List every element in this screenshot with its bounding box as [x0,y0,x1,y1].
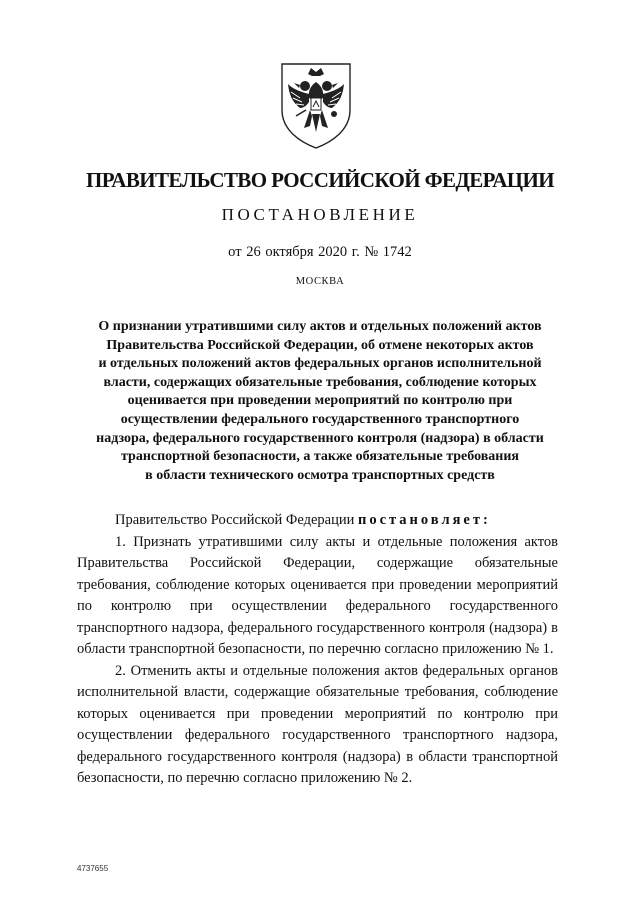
resolution-title [60,318,580,485]
clause-1: 1. Признать утратившими силу акты и отдельные положения актов Правительства Российской Федерации, содержащие обязательные требования, соблюдение которых оценивается при проведении мероприятий по контролю при осуществлении федерального государственного транспортного надзора, федерального государственного контроля (надзора) в области транспортной безопасности, по перечню согласно приложению № 1. [77,533,558,657]
resolution-title-line: оценивается при проведении мероприятий по контролю при [127,393,513,409]
resolution-title-line: О признании утратившими силу актов и отдельных положений актов [98,319,542,334]
resolution-title-line: надзора, федерального государственного контроля (надзора) в области [96,430,544,446]
resolution-title-line: в области технического осмотра транспортных средств [145,467,495,483]
clause-2: 2. Отменить акты и отдельные положения актов федеральных органов исполнительной власти, содержащие обязательные требования, соблюдение которых оценивается при проведении мероприятий по контролю при осуществлении федерального государственного транспортного надзора, федерального государственного контроля (надзора) в области транспортной безопасности, по перечню согласно приложению № 2. [77,662,558,786]
resolution-title-line: Правительства Российской Федерации, об отмене некоторых актов [106,337,534,353]
double-headed-eagle-icon [278,58,354,150]
resolution-title-line: и отдельных положений актов федеральных органов исполнительной [98,356,542,372]
government-title: ПРАВИТЕЛЬСТВО РОССИЙСКОЙ ФЕДЕРАЦИИ [86,168,554,192]
document-type: ПОСТАНОВЛЕНИЕ [221,205,419,224]
city: МОСКВА [295,276,345,287]
resolution-title-line: власти, содержащих обязательные требования, соблюдение которых [103,374,537,390]
resolution-body [77,510,558,790]
resolves-word: постановляет: [357,512,491,528]
preamble-text: Правительство Российской Федерации [115,512,355,528]
resolution-title-line: транспортной безопасности, а также обязательные требования [121,449,519,465]
preamble-paragraph [77,510,558,532]
document-code: 4737655 [77,864,109,873]
date-and-number: от 26 октября 2020 г. № 1742 [228,244,412,260]
resolution-title-line: осуществлении федерального государственного транспортного [120,411,520,427]
coat-of-arms-emblem [278,58,354,150]
